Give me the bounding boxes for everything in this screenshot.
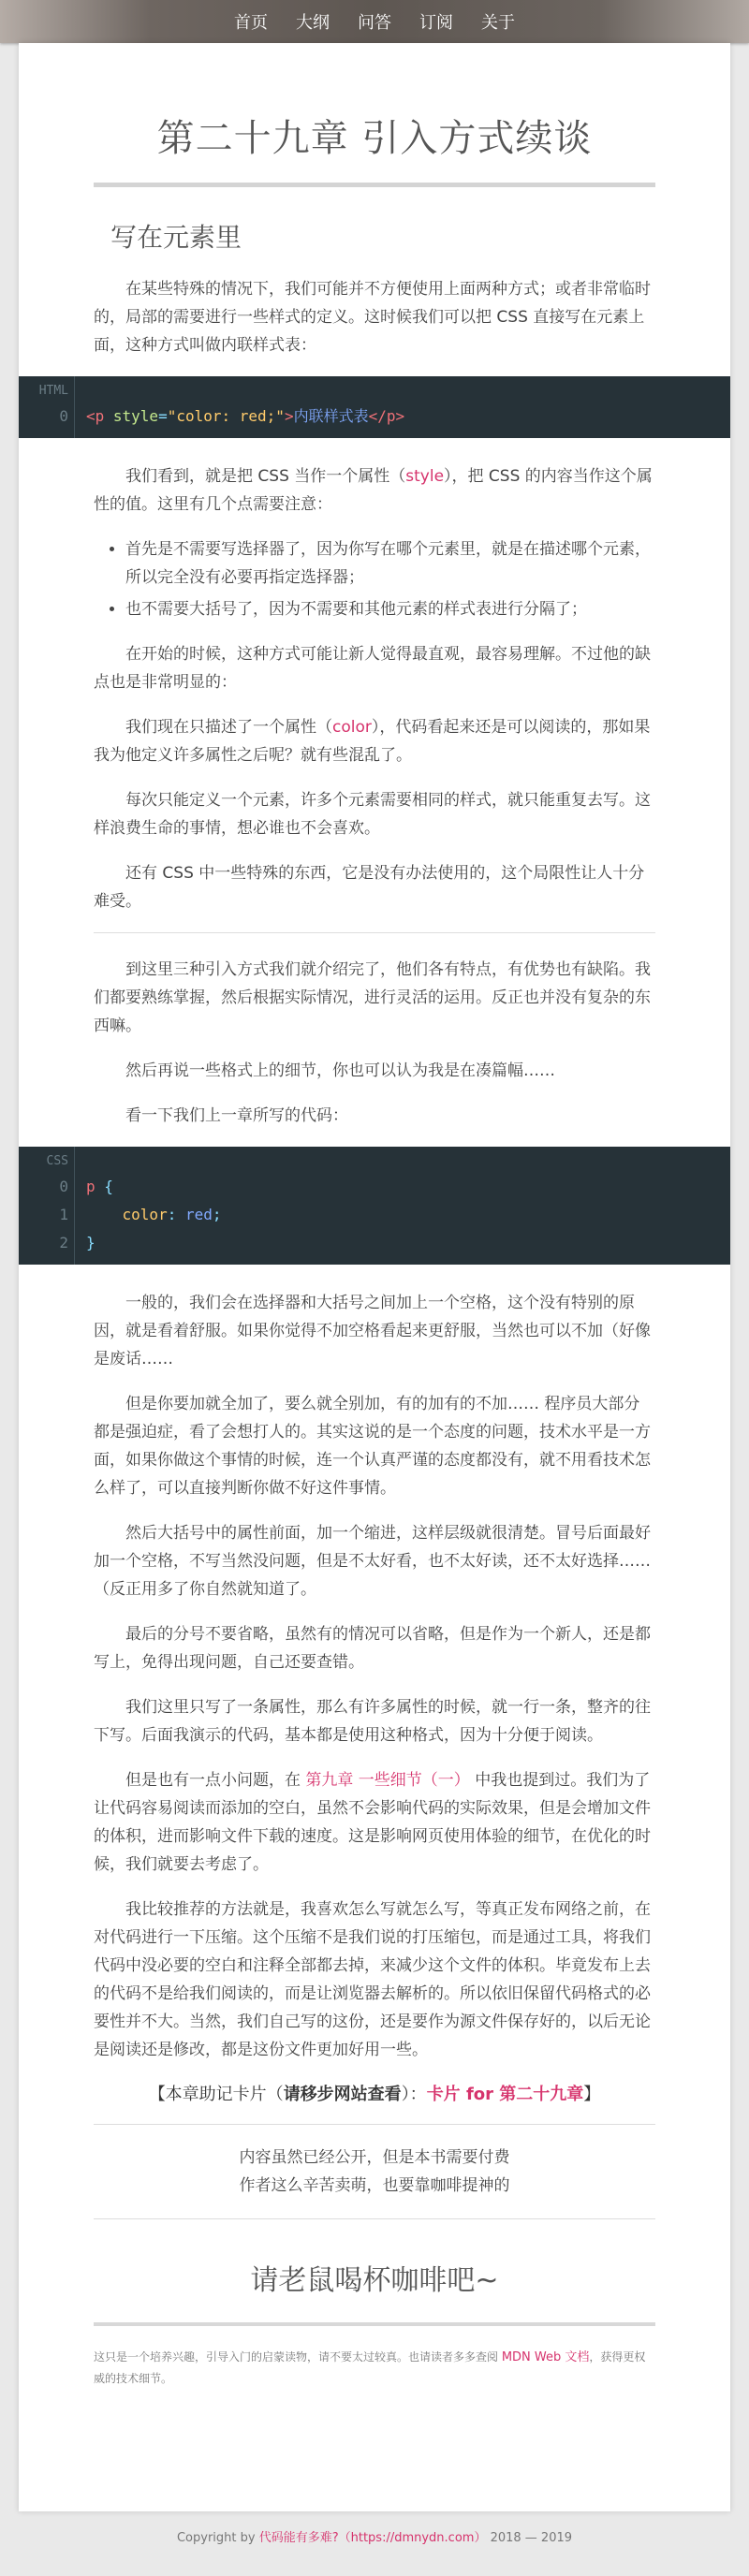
title-rule: [94, 183, 655, 187]
code-token: =: [158, 407, 168, 425]
footer-url-link[interactable]: （https://dmnydn.com）: [338, 2531, 487, 2545]
divider: [94, 2218, 655, 2219]
paragraph: 还有 CSS 中一些特殊的东西，它是没有办法使用的，这个局限性让人十分难受。: [94, 864, 645, 911]
paragraph: 一般的，我们会在选择器和大括号之间加上一个空格，这个没有特别的原因，就是看着舒服。如果你觉得不加空格看起来更舒服，当然也可以不加（好像是废话……: [94, 1294, 651, 1368]
code-token: <p: [86, 407, 105, 425]
card-bold-text: 请移步网站查看: [283, 2085, 402, 2104]
divider: [94, 2124, 655, 2125]
line-number: 1: [59, 1206, 68, 1223]
line-number: 2: [59, 1234, 68, 1251]
paragraph: 看一下我们上一章所写的代码：: [125, 1106, 348, 1125]
paragraph: 在开始的时候，这种方式可能让新人觉得最直观，最容易理解。不过他的缺点也是非常明显的：: [94, 645, 651, 692]
code-block-html: [19, 376, 730, 438]
coffee-title[interactable]: 请老鼠喝杯咖啡吧~: [250, 2264, 499, 2297]
paragraph: 然后再说一些格式上的细节，你也可以认为我是在凑篇幅……: [125, 1061, 555, 1080]
paragraph: 我们看到，就是把 CSS 当作一个属性（style），把 CSS 的内容当作这个属性的值。这里有几个点需要注意：: [94, 467, 653, 514]
mdn-link[interactable]: MDN Web 文档: [501, 2350, 590, 2364]
divider: [94, 932, 655, 933]
paragraph: 在某些特殊的情况下，我们可能并不方便使用上面两种方式；或者非常临时的，局部的需要进行一些样式的定义。这时候我们可以把 CSS 直接写在元素上面，这种方式叫做内联样式表：: [94, 280, 651, 355]
code-token: 内联样式表: [293, 407, 369, 425]
page-title: 第二十九章 引入方式续谈: [156, 117, 593, 160]
chapter9-link[interactable]: 第九章 一些细节（一）: [305, 1771, 470, 1790]
paragraph: 我比较推荐的方法就是，我喜欢怎么写就怎么写，等真正发布网络之前，在对代码进行一下压缩。这个压缩不是我们说的打压缩包，而是通过工具，将我们代码中没必要的空白和注释全部都去掉，来减少这个文件的体积。毕竟发布上去的代码不是给我们阅读的，而是让浏览器去解析的。所以依旧保留代码格式的必要性并不大。当然，我们自己写的这份，还是要作为源文件保存好的，以后无论是阅读还是修改，都是这份文件更加好用一些。: [94, 1900, 651, 2059]
paragraph: 最后的分号不要省略，虽然有的情况可以省略，但是作为一个新人，还是都写上，免得出现问题，自己还要查错。: [94, 1625, 651, 1672]
inline-code: color: [332, 718, 372, 737]
top-nav: [0, 0, 749, 43]
section-title: 写在元素里: [110, 222, 242, 253]
code-token: :: [167, 1206, 177, 1223]
code-block-css: [19, 1147, 730, 1265]
footer-site-link[interactable]: 代码能有多难?: [258, 2531, 339, 2545]
code-token: "color: red;": [167, 407, 285, 425]
paragraph: 到这里三种引入方式我们就介绍完了，他们各有特点，有优势也有缺陷。我们都要熟练掌握，然后根据实际情况，进行灵活的运用。反正也并没有复杂的东西嘛。: [94, 960, 651, 1035]
code-token: ;: [212, 1206, 222, 1223]
code-gutter: [19, 1147, 75, 1265]
code-token: }: [86, 1234, 95, 1251]
line-number: 0: [59, 407, 68, 425]
paragraph: 但是也有一点小问题，在 第九章 一些细节（一） 中我也提到过。我们为了让代码容易阅读而添加的空白，虽然不会影响代码的实际效果，但是会增加文件的体积，进而影响文件下载的速度。这是影响网页使用体验的细节，在优化的时候，我们就要去考虑了。: [94, 1771, 651, 1874]
notes-list: [94, 535, 655, 623]
code-gutter: [19, 376, 75, 438]
code-token: </p>: [368, 407, 405, 425]
code-token: >: [284, 407, 294, 425]
nav-outline[interactable]: 大纲: [296, 13, 330, 33]
list-item: • 也不需要大括号了，因为不需要和其他元素的样式表进行分隔了；: [125, 595, 655, 623]
paragraph: 我们现在只描述了一个属性（color），代码看起来还是可以阅读的，那如果我为他定义许多属性之后呢？就有些混乱了。: [94, 718, 651, 765]
coffee-rule: [94, 2322, 655, 2326]
memo-card-line: 【本章助记卡片（请移步网站查看）：卡片 for 第二十九章】: [148, 2085, 601, 2104]
code-body: [75, 1147, 222, 1265]
card-link[interactable]: 卡片 for 第二十九章: [426, 2085, 584, 2104]
support-text: [94, 2144, 655, 2200]
code-token: color: [122, 1206, 168, 1223]
paragraph: 然后大括号中的属性前面，加一个缩进，这样层级就很清楚。冒号后面最好加一个空格，不写当然没问题，但是不太好看，也不太好读，还不太好选择……（反正用多了你自然就知道了。: [94, 1524, 651, 1599]
inline-code: style: [405, 467, 445, 486]
code-body: [75, 376, 404, 438]
support-line: 内容虽然已经公开，但是本书需要付费: [239, 2148, 510, 2167]
paragraph: 每次只能定义一个元素，许多个元素需要相同的样式，就只能重复去写。这样浪费生命的事情，想必谁也不会喜欢。: [94, 791, 651, 838]
nav-qa[interactable]: 问答: [358, 13, 391, 33]
code-token: red: [176, 1206, 213, 1223]
nav-about[interactable]: 关于: [481, 13, 515, 33]
code-token: p: [86, 1178, 95, 1195]
line-number: 0: [59, 1178, 68, 1195]
code-token: style: [104, 407, 159, 425]
footer: Copyright by 代码能有多难?（https://dmnydn.com） 2018 — 2019: [176, 2531, 573, 2545]
list-item: • 首先是不需要写选择器了，因为你写在哪个元素里，就是在描述哪个元素，所以完全没有必要再指定选择器；: [125, 535, 655, 592]
nav-subscribe[interactable]: 订阅: [419, 13, 453, 33]
code-lang-label: CSS: [46, 1154, 68, 1168]
code-token: {: [95, 1178, 113, 1195]
paragraph: 但是你要加就全加了，要么就全别加，有的加有的不加…… 程序员大部分都是强迫症，看了会想打人的。其实这说的是一个态度的问题，技术水平是一方面，如果你做这个事情的时候，连一个认真严谨的态度都没有，就不用看技术怎么样了，可以直接判断你做不好这件事情。: [94, 1395, 651, 1498]
code-lang-label: HTML: [38, 384, 68, 398]
notice-text: 这只是一个培养兴趣，引导入门的启蒙读物，请不要太过较真。也请读者多多查阅 MDN Web 文档，获得更权威的技术细节。: [94, 2350, 646, 2385]
nav-home[interactable]: 首页: [234, 13, 268, 33]
support-line: 作者这么辛苦卖萌，也要靠咖啡提神的: [239, 2176, 510, 2195]
article-page: [19, 43, 730, 2511]
paragraph: 我们这里只写了一条属性，那么有许多属性的时候，就一行一条，整齐的往下写。后面我演示的代码，基本都是使用这种格式，因为十分便于阅读。: [94, 1698, 651, 1745]
